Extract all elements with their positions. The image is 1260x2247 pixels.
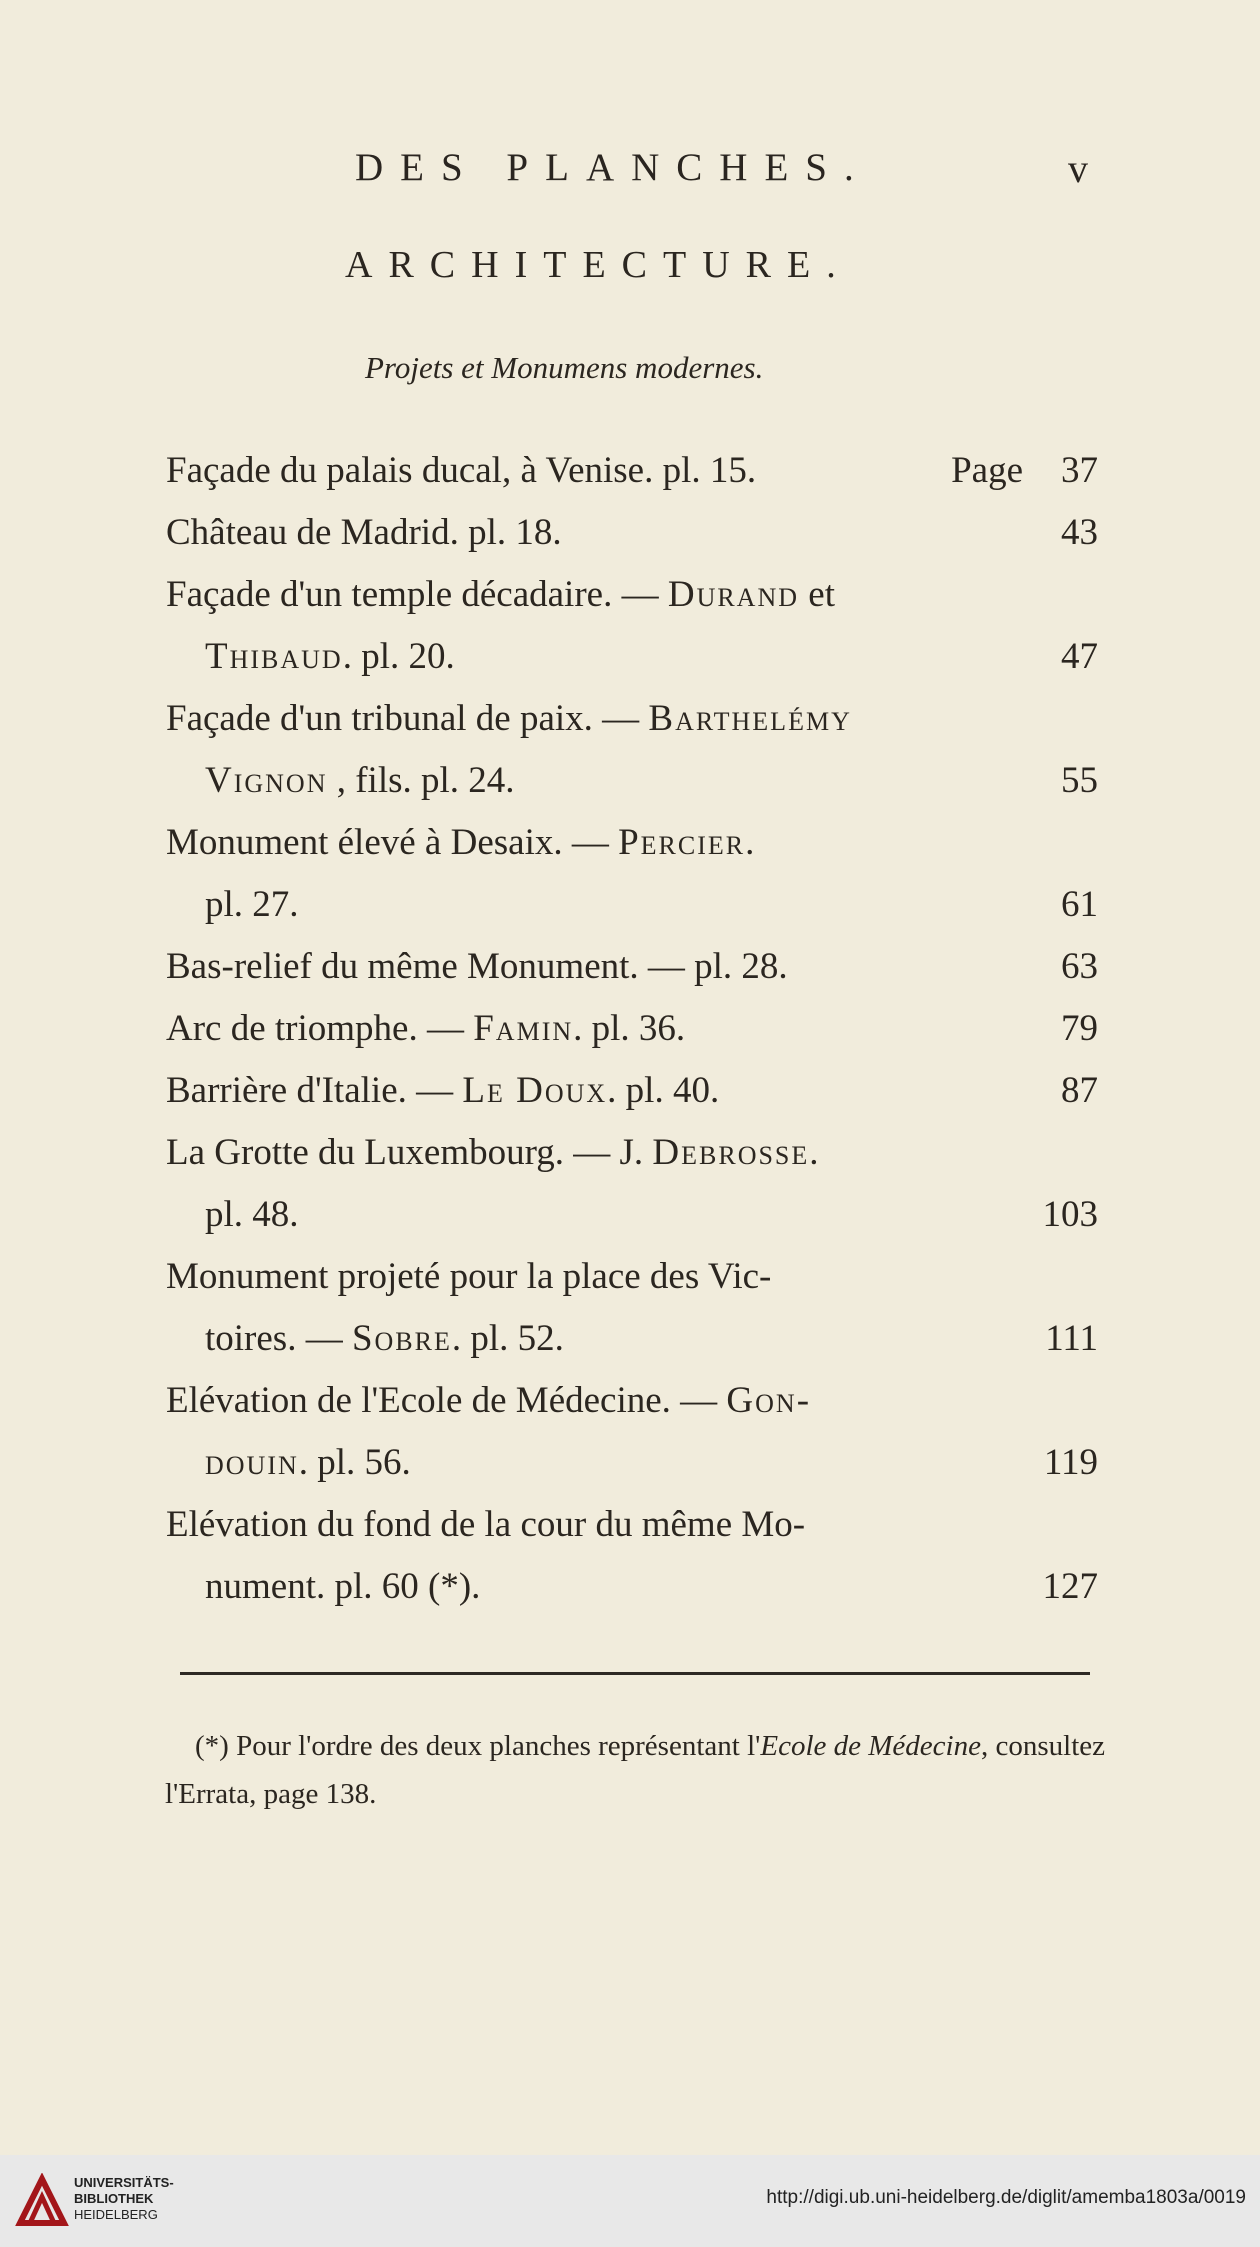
index-entry-continuation	[0, 1556, 1260, 1618]
index-entry-continuation	[0, 1432, 1260, 1494]
entry-title: Monument élevé à Desaix. —	[166, 822, 619, 863]
entry-text	[205, 626, 455, 688]
index-entry	[0, 1494, 1260, 1556]
page-number-value: 55	[1061, 760, 1098, 801]
index-entry-continuation	[0, 1184, 1260, 1246]
entry-page	[1045, 1308, 1098, 1370]
entry-text	[205, 750, 515, 812]
entry-text	[205, 874, 299, 936]
entry-page	[1061, 874, 1098, 936]
entry-plate: . pl. 56.	[298, 1442, 411, 1483]
entry-page	[1061, 626, 1098, 688]
entry-author: douin	[205, 1442, 299, 1483]
entry-page	[1044, 1432, 1098, 1494]
entry-text	[166, 936, 788, 998]
page-header	[0, 145, 1260, 195]
footnote-divider	[180, 1672, 1090, 1675]
page-label: Page	[951, 450, 1023, 491]
section-subtitle: Projets et Monumens modernes.	[365, 350, 764, 385]
page-number: v	[1068, 146, 1088, 191]
entry-page	[1061, 936, 1098, 998]
entry-text	[205, 1184, 299, 1246]
index-entry	[0, 936, 1260, 998]
entry-page	[951, 440, 1098, 502]
index-entry-continuation	[0, 874, 1260, 936]
entry-title: pl. 27.	[205, 884, 299, 925]
entry-plate: . pl. 36.	[573, 1008, 686, 1049]
section-title: ARCHITECTURE.	[345, 244, 852, 286]
entry-title: Bas-relief du même Monument. — pl. 28.	[166, 946, 788, 987]
entry-text	[166, 688, 852, 750]
footnote-text: (*) Pour l'ordre des deux planches représentant l'	[195, 1730, 761, 1762]
index-entry	[0, 688, 1260, 750]
entry-page	[1061, 502, 1098, 564]
entry-plate: , fils. pl. 24.	[327, 760, 515, 801]
entry-text	[205, 1432, 411, 1494]
entry-author: Vignon	[205, 760, 328, 801]
university-library-logo-icon	[14, 2173, 70, 2229]
entry-title: toires. —	[205, 1318, 352, 1359]
library-name-line: HEIDELBERG	[74, 2207, 158, 2222]
library-name	[74, 2175, 174, 2223]
entry-author: Percier	[618, 822, 746, 863]
page-number-value: 111	[1045, 1318, 1098, 1359]
library-name-line: UNIVERSITÄTS-	[74, 2175, 174, 2190]
page-number-value: 61	[1061, 884, 1098, 925]
entry-title: La Grotte du Luxembourg. — J.	[166, 1132, 653, 1173]
index-entry	[0, 1060, 1260, 1122]
entry-title: Façade d'un tribunal de paix. —	[166, 698, 649, 739]
library-name-line: BIBLIOTHEK	[74, 2191, 154, 2206]
footnote-text-end: , consultez l'Errata, page 138.	[165, 1730, 1105, 1810]
index-entry	[0, 1370, 1260, 1432]
entry-page	[1043, 1556, 1099, 1618]
entry-title: pl. 48.	[205, 1194, 299, 1235]
entry-title: Arc de triomphe. —	[166, 1008, 474, 1049]
entry-text	[166, 564, 835, 626]
index-entry	[0, 1122, 1260, 1184]
page-number-value: 79	[1061, 1008, 1098, 1049]
entry-page	[1043, 1184, 1099, 1246]
page-number-value: 37	[1061, 450, 1098, 491]
page-number-value: 119	[1043, 1442, 1098, 1483]
page-number-value: 47	[1061, 636, 1098, 677]
entry-text	[166, 502, 562, 564]
entry-author: Debrosse	[652, 1132, 810, 1173]
entry-text	[166, 1060, 719, 1122]
entry-plate: . pl. 52.	[451, 1318, 564, 1359]
entry-text	[166, 1370, 811, 1432]
entry-title: nument. pl. 60 (*).	[205, 1566, 481, 1607]
entry-title: Façade d'un temple décadaire. —	[166, 574, 668, 615]
page-number-value: 43	[1061, 512, 1098, 553]
entry-text	[205, 1556, 480, 1618]
entry-text	[166, 812, 754, 874]
library-footer	[0, 2155, 1260, 2247]
index-entry	[0, 502, 1260, 564]
page-number-value: 103	[1042, 1194, 1098, 1235]
index-entry-continuation	[0, 626, 1260, 688]
entry-title: Elévation du fond de la cour du même Mo-	[166, 1504, 806, 1545]
permalink-url[interactable]: http://digi.ub.uni-heidelberg.de/diglit/amemba1803a/0019	[766, 2187, 1246, 2208]
entry-text	[205, 1308, 564, 1370]
page-number-value: 63	[1061, 946, 1098, 987]
entry-plate: .	[745, 822, 755, 863]
index-entry	[0, 440, 1260, 502]
entry-title: Barrière d'Italie. —	[166, 1070, 463, 1111]
entry-text	[166, 1246, 771, 1308]
entry-page	[1061, 750, 1098, 812]
index-entry-continuation	[0, 1308, 1260, 1370]
entry-text	[166, 440, 756, 502]
footnote-italic: Ecole de Médecine	[760, 1730, 981, 1762]
entry-author: Famin	[473, 1008, 574, 1049]
entry-text	[166, 1122, 819, 1184]
entry-page	[1061, 1060, 1098, 1122]
entry-author: Durand	[667, 574, 800, 615]
entry-plate: .	[809, 1132, 819, 1173]
entry-title: Elévation de l'Ecole de Médecine. —	[166, 1380, 727, 1421]
entry-text	[166, 1494, 805, 1556]
page-number-value: 87	[1061, 1070, 1098, 1111]
index-entry	[0, 1246, 1260, 1308]
entry-plate: et	[799, 574, 835, 615]
index-entry	[0, 812, 1260, 874]
index-entry	[0, 564, 1260, 626]
plates-index	[0, 440, 1260, 1618]
entry-author: Sobre	[351, 1318, 452, 1359]
index-entry-continuation	[0, 750, 1260, 812]
index-entry	[0, 998, 1260, 1060]
page-number-value: 127	[1042, 1566, 1098, 1607]
footnote	[165, 1722, 1105, 1818]
entry-author: Le Doux	[462, 1070, 608, 1111]
entry-author: Gon-	[726, 1380, 812, 1421]
entry-plate: . pl. 40.	[607, 1070, 720, 1111]
entry-page	[1061, 998, 1098, 1060]
entry-title: Château de Madrid. pl. 18.	[166, 512, 562, 553]
entry-plate: . pl. 20.	[342, 636, 455, 677]
entry-text	[166, 998, 685, 1060]
entry-author: Barthelémy	[648, 698, 852, 739]
entry-title: Façade du palais ducal, à Venise. pl. 15.	[166, 450, 757, 491]
entry-author: Thibaud	[205, 636, 343, 677]
entry-title: Monument projeté pour la place des Vic-	[166, 1256, 772, 1297]
running-head: DES PLANCHES.	[355, 146, 871, 189]
